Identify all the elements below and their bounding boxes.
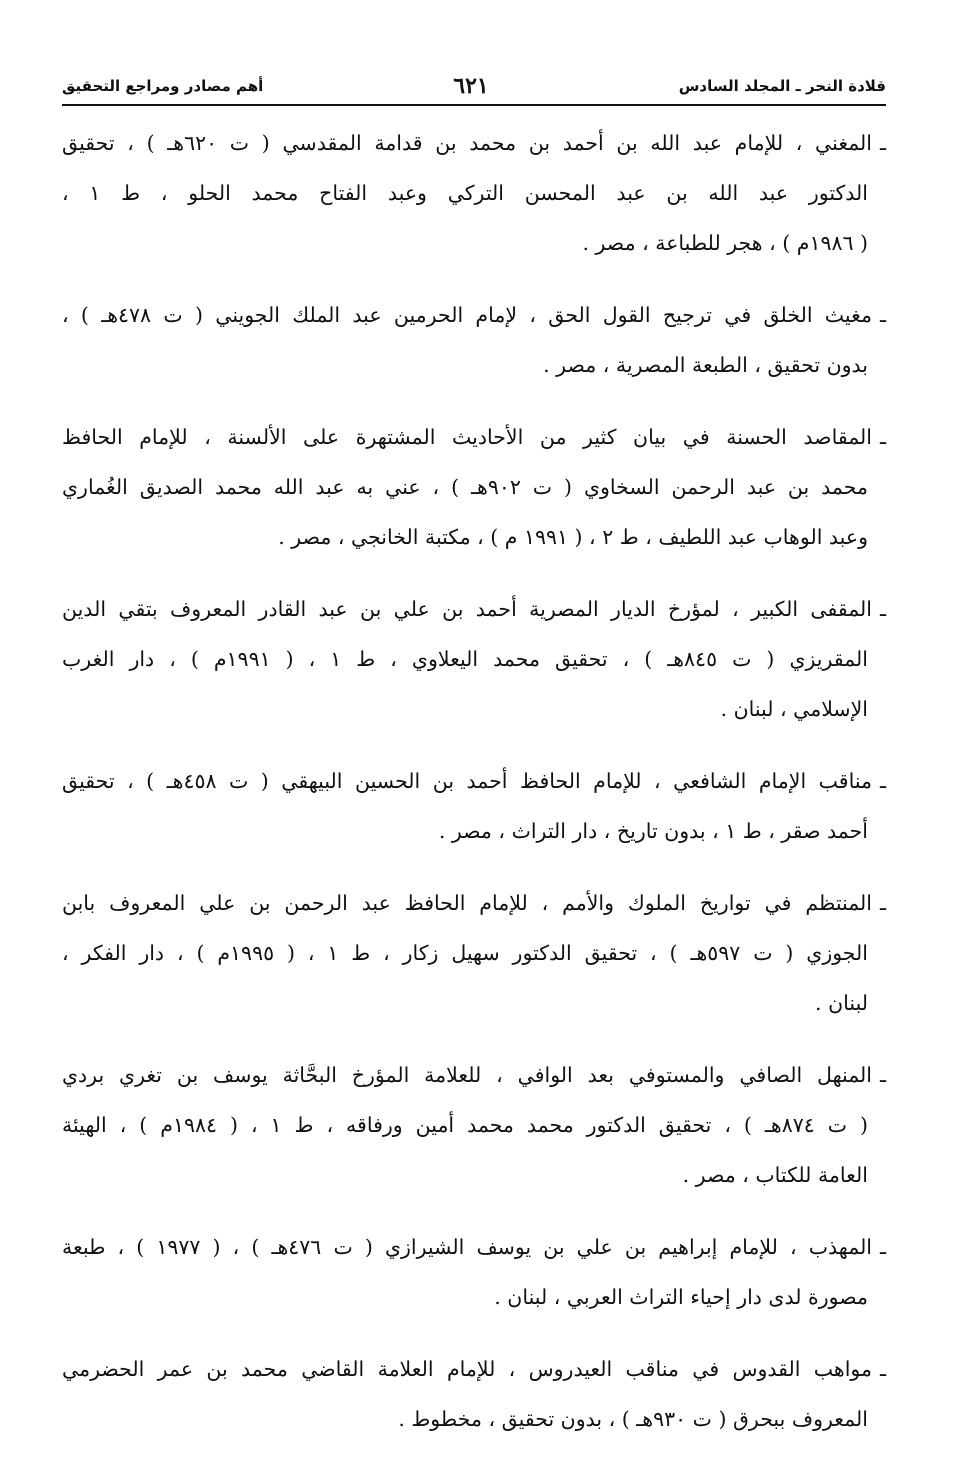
entry-dash: ـ	[879, 1235, 886, 1259]
entry-line: مناقب الإمام الشافعي ، للإمام الحافظ أحمد بن الحسين البيهقي ( ت ٤٥٨هـ ) ، تحقيق	[62, 769, 872, 793]
bibliography-list	[62, 118, 886, 1466]
entry-dash: ـ	[879, 1357, 886, 1381]
entry-dash: ـ	[879, 303, 886, 327]
running-header	[62, 68, 886, 104]
entry-line: المقفى الكبير ، لمؤرخ الديار المصرية أحمد بن علي بن عبد القادر المعروف بتقي الدين	[62, 597, 872, 621]
entry-line: المنتظم في تواريخ الملوك والأمم ، للإمام الحافظ عبد الرحمن بن علي المعروف بابن	[62, 891, 872, 915]
bibliography-entry	[62, 756, 886, 856]
bibliography-entry	[62, 584, 886, 734]
entry-line: مصورة لدى دار إحياء التراث العربي ، لبنان .	[494, 1285, 868, 1309]
entry-line: المعروف ببحرق ( ت ٩٣٠هـ ) ، بدون تحقيق ، مخطوط .	[398, 1407, 868, 1431]
entry-line: المقريزي ( ت ٨٤٥هـ ) ، تحقيق محمد اليعلاوي ، ط ١ ، ( ١٩٩١م ) ، دار الغرب	[62, 647, 868, 671]
entry-line: بدون تحقيق ، الطبعة المصرية ، مصر .	[543, 353, 868, 377]
entry-line: العامة للكتاب ، مصر .	[682, 1163, 868, 1187]
entry-line: ( ت ٨٧٤هـ ) ، تحقيق الدكتور محمد محمد أمين ورفاقه ، ط ١ ، ( ١٩٨٤م ) ، الهيئة	[62, 1113, 868, 1137]
bibliography-entry	[62, 412, 886, 562]
entry-line: ( ١٩٨٦م ) ، هجر للطباعة ، مصر .	[582, 231, 868, 255]
bibliography-entry	[62, 290, 886, 390]
page-number: ٦٢١	[453, 73, 489, 99]
entry-dash: ـ	[879, 891, 886, 915]
entry-dash: ـ	[879, 131, 886, 155]
entry-dash: ـ	[879, 1063, 886, 1087]
entry-line: أحمد صقر ، ط ١ ، بدون تاريخ ، دار التراث ، مصر .	[438, 819, 868, 843]
header-rule	[62, 104, 886, 106]
book-title-header: قلادة النحر ـ المجلد السادس	[678, 77, 886, 95]
entry-line: الإسلامي ، لبنان .	[720, 697, 868, 721]
bibliography-entry	[62, 1344, 886, 1444]
entry-line: الدكتور عبد الله بن عبد المحسن التركي وعبد الفتاح محمد الحلو ، ط ١ ،	[62, 181, 868, 205]
entry-line: المغني ، للإمام عبد الله بن أحمد بن محمد بن قدامة المقدسي ( ت ٦٢٠هـ ) ، تحقيق	[62, 131, 872, 155]
entry-line: المنهل الصافي والمستوفي بعد الوافي ، للعلامة المؤرخ البحَّاثة يوسف بن تغري بردي	[62, 1063, 872, 1087]
bibliography-entry	[62, 1050, 886, 1200]
section-title-header: أهم مصادر ومراجع التحقيق	[62, 77, 264, 95]
entry-dash: ـ	[879, 597, 886, 621]
entry-line: المهذب ، للإمام إبراهيم بن علي بن يوسف الشيرازي ( ت ٤٧٦هـ ) ، ( ١٩٧٧ ) ، طبعة	[62, 1235, 873, 1259]
entry-dash: ـ	[879, 425, 886, 449]
bibliography-entry	[62, 1222, 886, 1322]
entry-line: لبنان .	[815, 991, 868, 1015]
entry-dash: ـ	[879, 769, 886, 793]
entry-line: وعبد الوهاب عبد اللطيف ، ط ٢ ، ( ١٩٩١ م ) ، مكتبة الخانجي ، مصر .	[278, 525, 868, 549]
entry-line: المقاصد الحسنة في بيان كثير من الأحاديث المشتهرة على الألسنة ، للإمام الحافظ	[62, 425, 872, 449]
entry-line: الجوزي ( ت ٥٩٧هـ ) ، تحقيق الدكتور سهيل زكار ، ط ١ ، ( ١٩٩٥م ) ، دار الفكر ،	[62, 941, 868, 965]
entry-line: مغيث الخلق في ترجيح القول الحق ، لإمام الحرمين عبد الملك الجويني ( ت ٤٧٨هـ ) ،	[62, 303, 872, 327]
bibliography-entry	[62, 878, 886, 1028]
entry-line: مواهب القدوس في مناقب العيدروس ، للإمام العلامة القاضي محمد بن عمر الحضرمي	[62, 1357, 872, 1381]
entry-line: محمد بن عبد الرحمن السخاوي ( ت ٩٠٢هـ ) ، عني به عبد الله محمد الصديق الغُماري	[62, 475, 868, 499]
bibliography-entry	[62, 118, 886, 268]
